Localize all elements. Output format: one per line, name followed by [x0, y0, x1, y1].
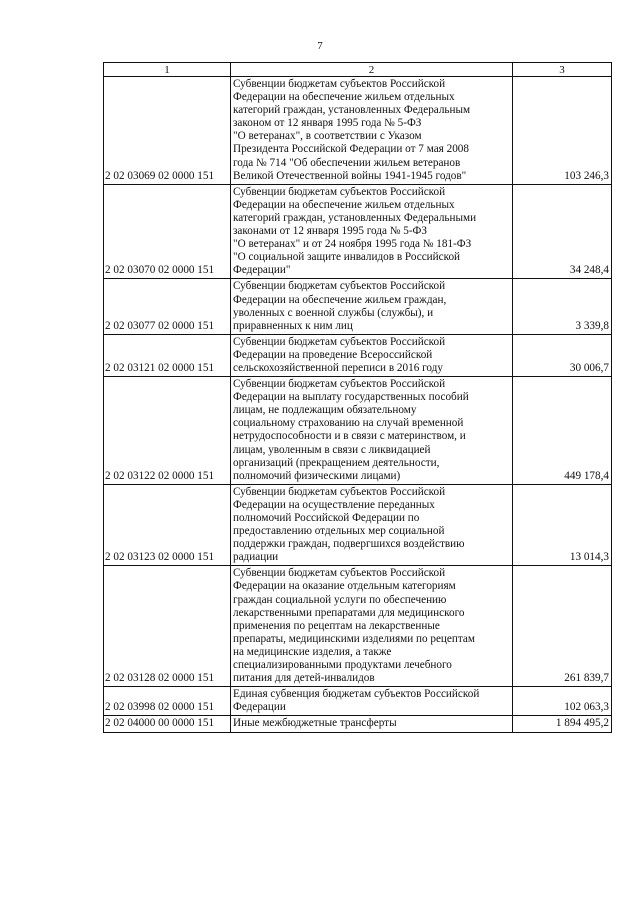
description-line: "О социальной защите инвалидов в Российской — [233, 251, 461, 264]
description-line: Субвенции бюджетам субъектов Российской — [233, 378, 446, 391]
row-description — [231, 279, 513, 334]
row-description — [231, 716, 513, 732]
row-code: 2 02 04000 00 0000 151 — [104, 716, 231, 732]
row-code: 2 02 03128 02 0000 151 — [104, 566, 231, 687]
description-line: социальному страхованию на случай временной — [233, 417, 464, 430]
row-code: 2 02 03998 02 0000 151 — [104, 687, 231, 716]
description-line: Федерации на выплату государственных пособий — [233, 391, 469, 404]
description-line: Федерации на обеспечение жильем отдельных — [233, 91, 455, 104]
description-line: радиации — [233, 551, 279, 564]
description-line: "О ветеранах" и от 24 ноября 1995 года № 181-ФЗ — [233, 238, 472, 251]
row-amount: 449 178,4 — [513, 377, 612, 485]
description-line: сельскохозяйственной переписи в 2016 году — [233, 361, 443, 374]
description-line: Федерации" — [233, 264, 291, 277]
row-description — [231, 184, 513, 279]
description-line: Федерации на оказание отдельным категориям — [233, 580, 456, 593]
table-row — [104, 716, 612, 732]
table-row — [104, 279, 612, 334]
description-line: Федерации на осуществление переданных — [233, 498, 435, 511]
row-amount: 1 894 495,2 — [513, 716, 612, 732]
row-description — [231, 484, 513, 566]
table-row — [104, 77, 612, 185]
description-line: "О ветеранах", в соответствии с Указом — [233, 130, 422, 143]
row-amount: 261 839,7 — [513, 566, 612, 687]
description-line: Президента Российской Федерации от 7 мая 2008 — [233, 143, 469, 156]
row-amount: 3 339,8 — [513, 279, 612, 334]
description-line: Субвенции бюджетам субъектов Российской — [233, 78, 446, 90]
row-amount: 34 248,4 — [513, 184, 612, 279]
description-line: Субвенции бюджетам субъектов Российской — [233, 280, 446, 293]
row-amount: 103 246,3 — [513, 77, 612, 185]
table-row — [104, 377, 612, 485]
row-code: 2 02 03121 02 0000 151 — [104, 334, 231, 376]
description-line: Федерации — [233, 701, 286, 714]
description-line: организаций (прекращением деятельности, — [233, 456, 440, 469]
row-description — [231, 377, 513, 485]
description-line: приравненных к ним лиц — [233, 319, 353, 332]
description-line: Иные межбюджетные трансферты — [233, 717, 397, 730]
description-line: Субвенции бюджетам субъектов Российской — [233, 185, 446, 198]
row-code: 2 02 03123 02 0000 151 — [104, 484, 231, 566]
description-line: полномочий Российской Федерации по — [233, 512, 420, 524]
description-line: Федерации на проведение Всероссийской — [233, 348, 433, 361]
column-header-2: 2 — [231, 63, 513, 77]
description-line: категорий граждан, установленных Федеральными — [233, 211, 477, 224]
row-amount: 13 014,3 — [513, 484, 612, 566]
row-code: 2 02 03070 02 0000 151 — [104, 184, 231, 279]
table-row — [104, 334, 612, 376]
description-line: полномочий физическими лицами) — [233, 469, 401, 482]
description-line: категорий граждан, установленных Федеральным — [233, 104, 471, 117]
column-header-3: 3 — [513, 63, 612, 77]
description-line: лицам, уволенным в связи с ликвидацией — [233, 443, 431, 456]
description-line: Субвенции бюджетам субъектов Российской — [233, 567, 446, 580]
description-line: законом от 12 января 1995 года № 5-ФЗ — [233, 117, 422, 130]
description-line: поддержки граждан, подвергшихся воздействию — [233, 538, 465, 551]
row-code: 2 02 03069 02 0000 151 — [104, 77, 231, 185]
table-row — [104, 184, 612, 279]
page-number: 7 — [317, 40, 323, 52]
description-line: уволенных с военной службы (службы), и — [233, 306, 434, 319]
description-line: года № 714 "Об обеспечении жильем ветеранов — [233, 156, 461, 169]
description-line: лицам, не подлежащим обязательному — [233, 404, 417, 417]
description-line: на медицинские изделия, а также — [233, 645, 392, 658]
row-description — [231, 77, 513, 185]
row-amount: 102 063,3 — [513, 687, 612, 716]
row-description — [231, 334, 513, 376]
table-body — [104, 77, 612, 733]
description-line: Федерации на обеспечение жильем отдельных — [233, 198, 455, 211]
table-row — [104, 566, 612, 687]
description-line: лекарственными препаратами для медицинского — [233, 606, 465, 619]
column-header-1: 1 — [104, 63, 231, 77]
table-row — [104, 687, 612, 716]
header-row — [104, 63, 612, 77]
row-code: 2 02 03077 02 0000 151 — [104, 279, 231, 334]
description-line: препараты, медицинскими изделиями по рецептам — [233, 632, 475, 645]
row-amount: 30 006,7 — [513, 334, 612, 376]
description-line: нетрудоспособности и в связи с материнством, и — [233, 430, 466, 443]
description-line: Единая субвенция бюджетам субъектов Российской — [233, 688, 480, 701]
row-code: 2 02 03122 02 0000 151 — [104, 377, 231, 485]
table-row — [104, 484, 612, 566]
description-line: Субвенции бюджетам субъектов Российской — [233, 485, 446, 498]
description-line: специализированными продуктами лечебного — [233, 659, 452, 672]
description-line: предоставлению отдельных мер социальной — [233, 525, 445, 538]
description-line: Субвенции бюджетам субъектов Российской — [233, 335, 446, 348]
row-description — [231, 566, 513, 687]
description-line: Великой Отечественной войны 1941-1945 годов" — [233, 169, 467, 182]
description-line: питания для детей-инвалидов — [233, 672, 375, 685]
budget-table — [103, 62, 612, 733]
description-line: применения по рецептам на лекарственные — [233, 619, 440, 632]
row-description — [231, 687, 513, 716]
description-line: законами от 12 января 1995 года № 5-ФЗ — [233, 225, 427, 238]
description-line: Федерации на обеспечение жильем граждан, — [233, 293, 447, 306]
description-line: граждан социальной услуги по обеспечению — [233, 593, 447, 606]
